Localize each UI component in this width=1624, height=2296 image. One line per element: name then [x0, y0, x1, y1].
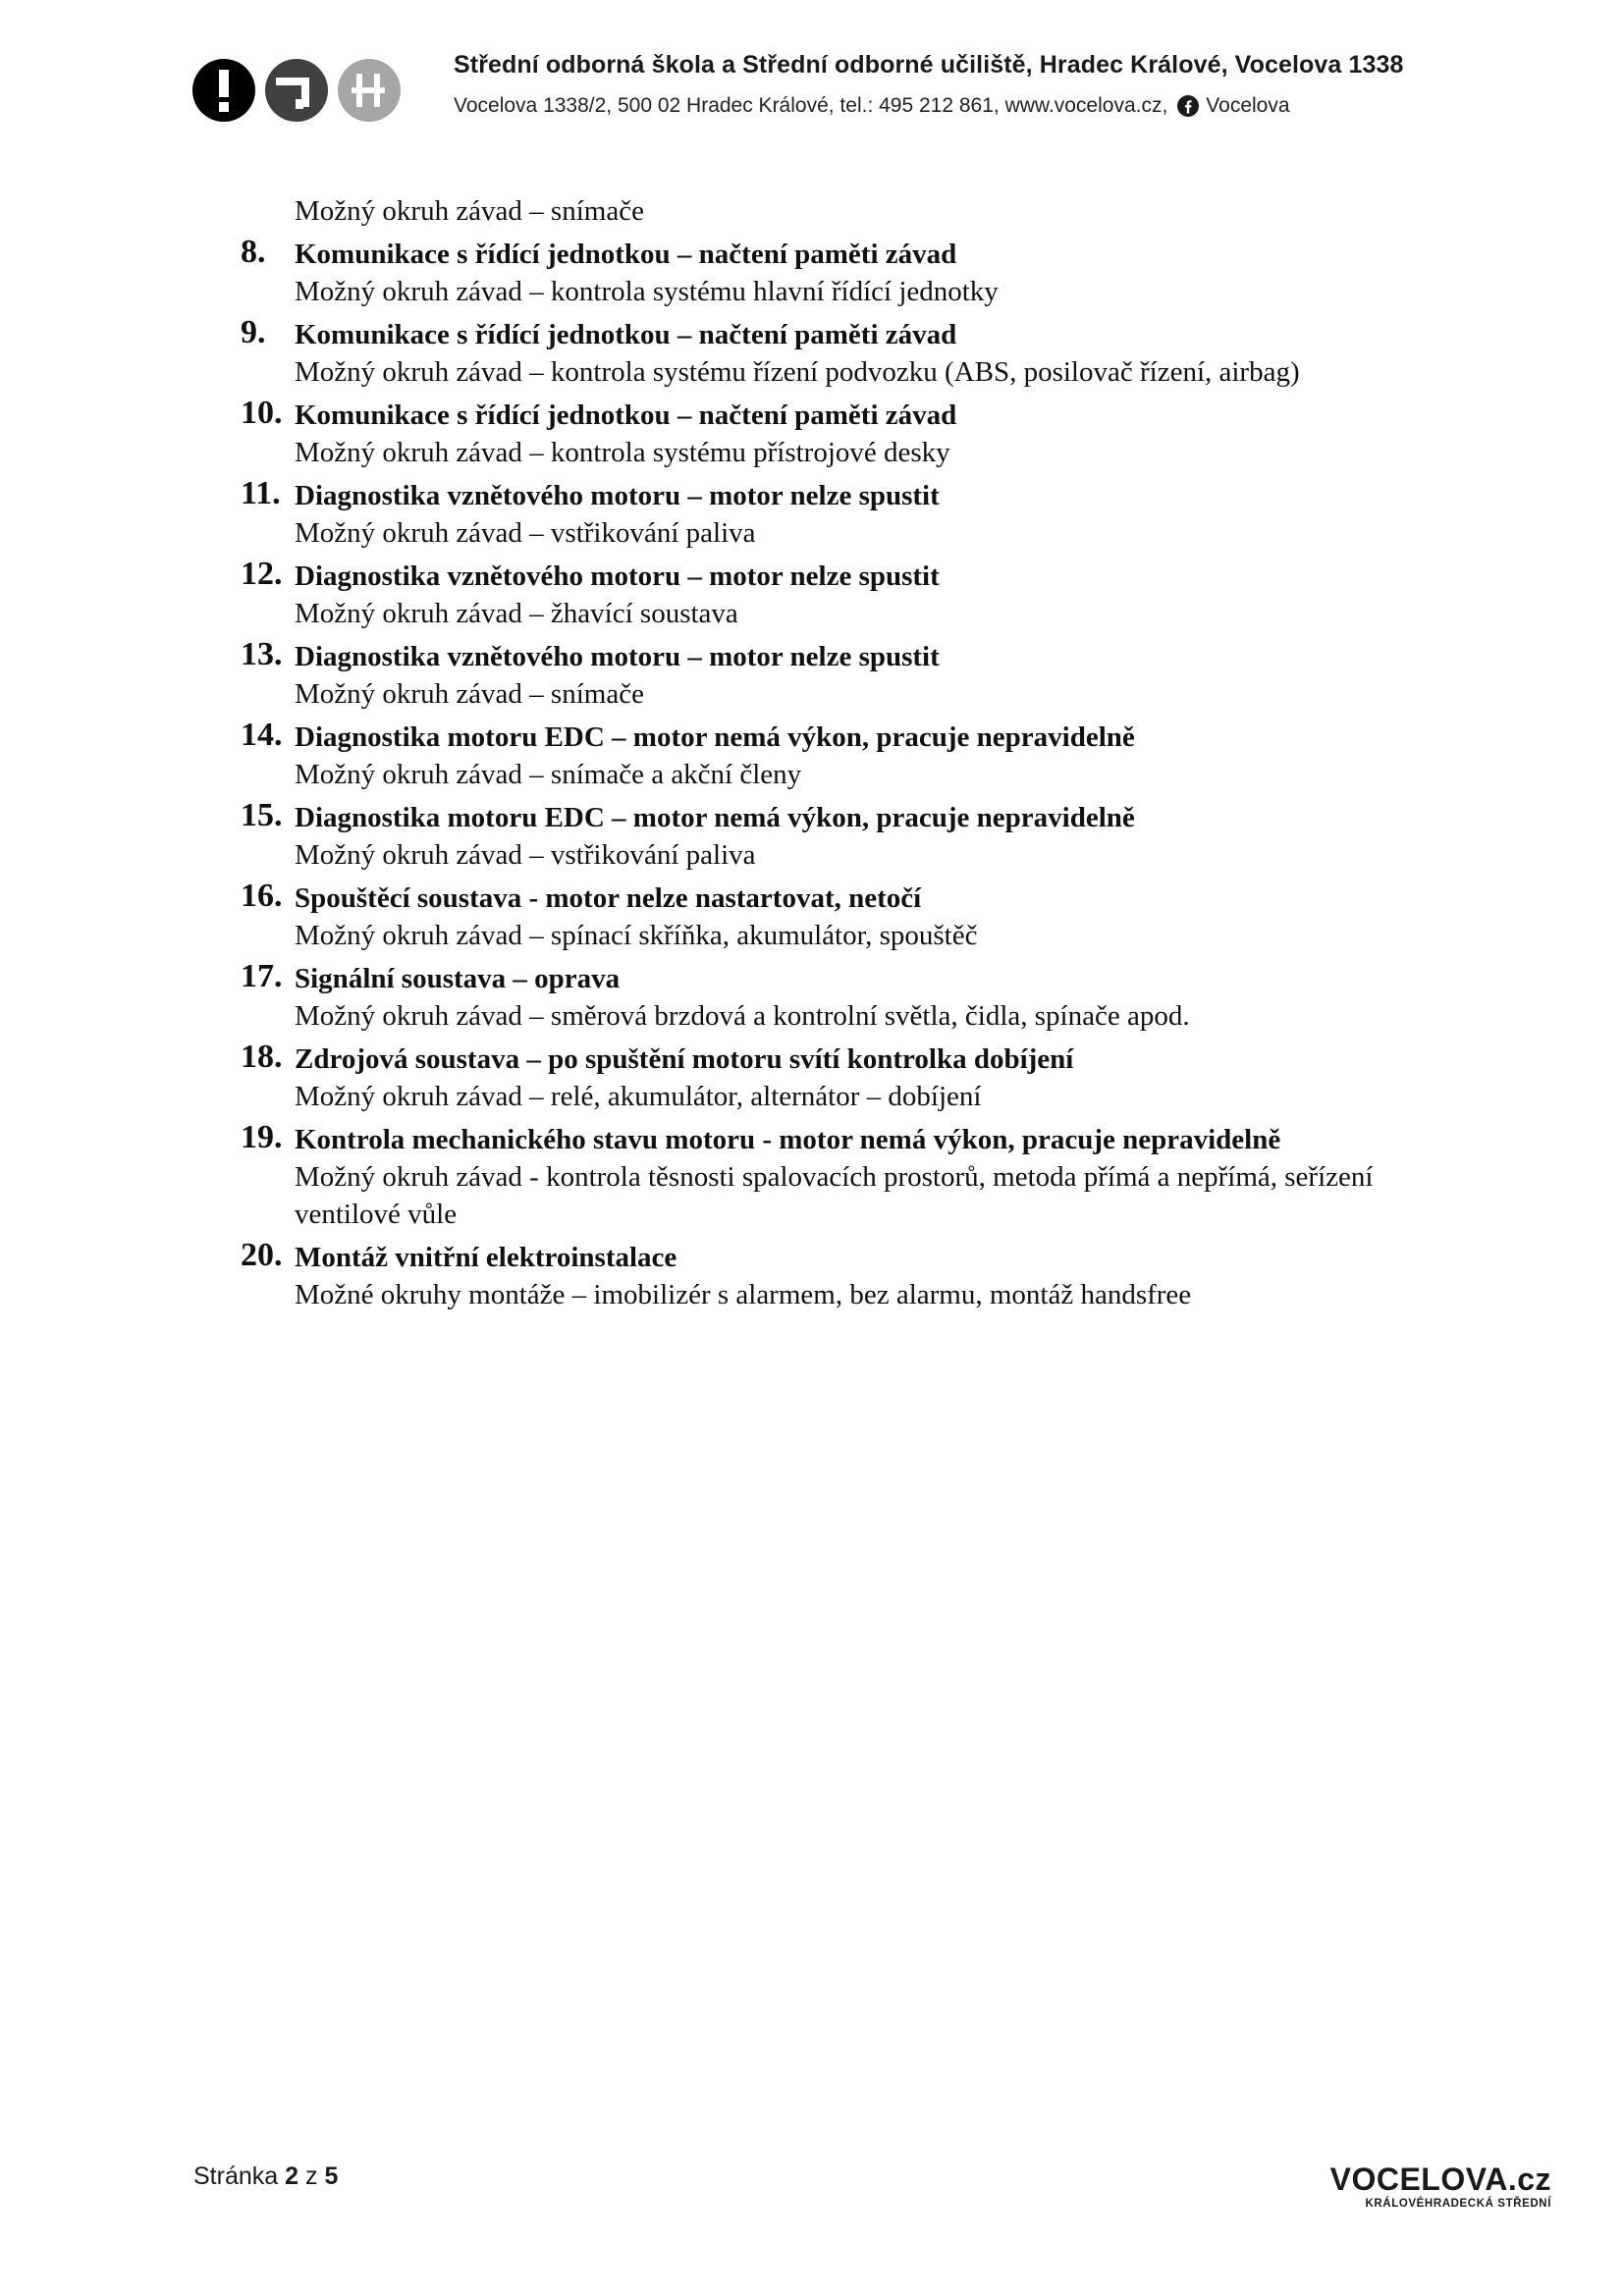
facebook-icon: [1177, 95, 1199, 117]
item-description: Možný okruh závad – spínací skříňka, akumulátor, spouštěč: [295, 920, 978, 951]
list-item: [241, 236, 1478, 310]
page-header: [0, 0, 1624, 137]
list-item: [241, 1239, 1478, 1313]
list-item: [241, 397, 1478, 471]
item-description: Možný okruh závad – relé, akumulátor, alternátor – dobíjení: [295, 1081, 982, 1112]
item-number: 15.: [241, 797, 283, 833]
footer-brand-logo: [1316, 2163, 1551, 2211]
item-title: Spouštěcí soustava - motor nelze nastartovat, netočí: [295, 882, 922, 914]
item-description: Možný okruh závad – kontrola systému přístrojové desky: [295, 437, 950, 468]
item-description: Možný okruh závad – kontrola systému hlavní řídící jednotky: [295, 276, 999, 307]
contact-text: Vocelova 1338/2, 500 02 Hradec Králové, tel.: 495 212 861, www.vocelova.cz,: [454, 94, 1168, 117]
list-item: [241, 316, 1478, 391]
list-item: [241, 1121, 1478, 1233]
item-title: Komunikace s řídící jednotkou – načtení paměti závad: [295, 400, 957, 431]
item-number: 9.: [241, 314, 266, 350]
document-body: [241, 192, 1478, 1313]
list-item: [241, 960, 1478, 1035]
item-number: 16.: [241, 878, 283, 914]
item-number: 8.: [241, 234, 266, 270]
brand-subtitle: KRÁLOVÉHRADECKÁ STŘEDNÍ: [1365, 2198, 1551, 2210]
item-number: 13.: [241, 636, 283, 672]
list-item: [241, 558, 1478, 632]
item-title: Montáž vnitřní elektroinstalace: [295, 1242, 677, 1273]
item-description: Možný okruh závad – kontrola systému řízení podvozku (ABS, posilovač řízení, airbag): [295, 356, 1300, 388]
list-item: [241, 1041, 1478, 1115]
item-description: Možný okruh závad – žhavící soustava: [295, 598, 738, 629]
item-number: 20.: [241, 1237, 283, 1273]
item-description: Možné okruhy montáže – imobilizér s alarmem, bez alarmu, montáž handsfree: [295, 1279, 1192, 1310]
list-item: [241, 477, 1478, 552]
page-separator: z: [304, 2163, 318, 2190]
item-title: Diagnostika vznětového motoru – motor nelze spustit: [295, 641, 940, 672]
item-description: Možný okruh závad – vstřikování paliva: [295, 517, 756, 549]
item-description: Možný okruh závad – směrová brzdová a kontrolní světla, čidla, spínače apod.: [295, 1000, 1190, 1032]
item-title: Zdrojová soustava – po spuštění motoru svítí kontrolka dobíjení: [295, 1043, 1074, 1075]
item-number: 14.: [241, 717, 283, 753]
page-current: 2: [285, 2163, 299, 2190]
page-number: [193, 2163, 338, 2191]
item-number: 19.: [241, 1119, 283, 1155]
list-item: [241, 880, 1478, 954]
gear-logo-icon: [338, 59, 401, 122]
item-number: 17.: [241, 958, 283, 994]
item-title: Signální soustava – oprava: [295, 963, 621, 994]
info-logo-icon: [192, 59, 255, 122]
school-logos: [191, 58, 403, 123]
item-title: Komunikace s řídící jednotkou – načtení paměti závad: [295, 239, 957, 270]
item-description: Možný okruh závad – snímače a akční členy: [295, 759, 802, 790]
school-name: Střední odborná škola a Střední odborné učiliště, Hradec Králové, Vocelova 1338: [454, 51, 1404, 79]
item-title: Kontrola mechanického stavu motoru - motor nemá výkon, pracuje nepravidelně: [295, 1124, 1281, 1155]
list-item: [241, 638, 1478, 713]
item-number: 11.: [241, 475, 281, 511]
facebook-label: Vocelova: [1206, 94, 1290, 117]
item-description: Možný okruh závad – snímače: [295, 678, 644, 710]
item-description: Možný okruh závad – vstřikování paliva: [295, 839, 756, 871]
item-title: Diagnostika motoru EDC – motor nemá výkon, pracuje nepravidelně: [295, 802, 1135, 833]
item-title: Diagnostika vznětového motoru – motor nelze spustit: [295, 561, 940, 592]
item-description: Možný okruh závad - kontrola těsnosti spalovacích prostorů, metoda přímá a nepřímá, seřízení ventilové vůle: [295, 1161, 1374, 1230]
item-title: Komunikace s řídící jednotkou – načtení paměti závad: [295, 319, 957, 350]
tool-logo-icon: [265, 59, 328, 122]
list-item: [241, 799, 1478, 874]
logo-group: [191, 58, 403, 123]
item-number: 10.: [241, 395, 283, 431]
brand-name: VOCELOVA.cz: [1329, 2162, 1551, 2197]
item-title: Diagnostika vznětového motoru – motor nelze spustit: [295, 480, 940, 511]
list-item: [241, 719, 1478, 793]
contact-line: [454, 94, 1290, 118]
item-number: 12.: [241, 556, 283, 592]
item-title: Diagnostika motoru EDC – motor nemá výkon, pracuje nepravidelně: [295, 721, 1135, 753]
page-total: 5: [324, 2163, 339, 2190]
intro-line: Možný okruh závad – snímače: [295, 195, 644, 227]
page-prefix: Stránka: [193, 2163, 279, 2190]
item-number: 18.: [241, 1039, 283, 1075]
